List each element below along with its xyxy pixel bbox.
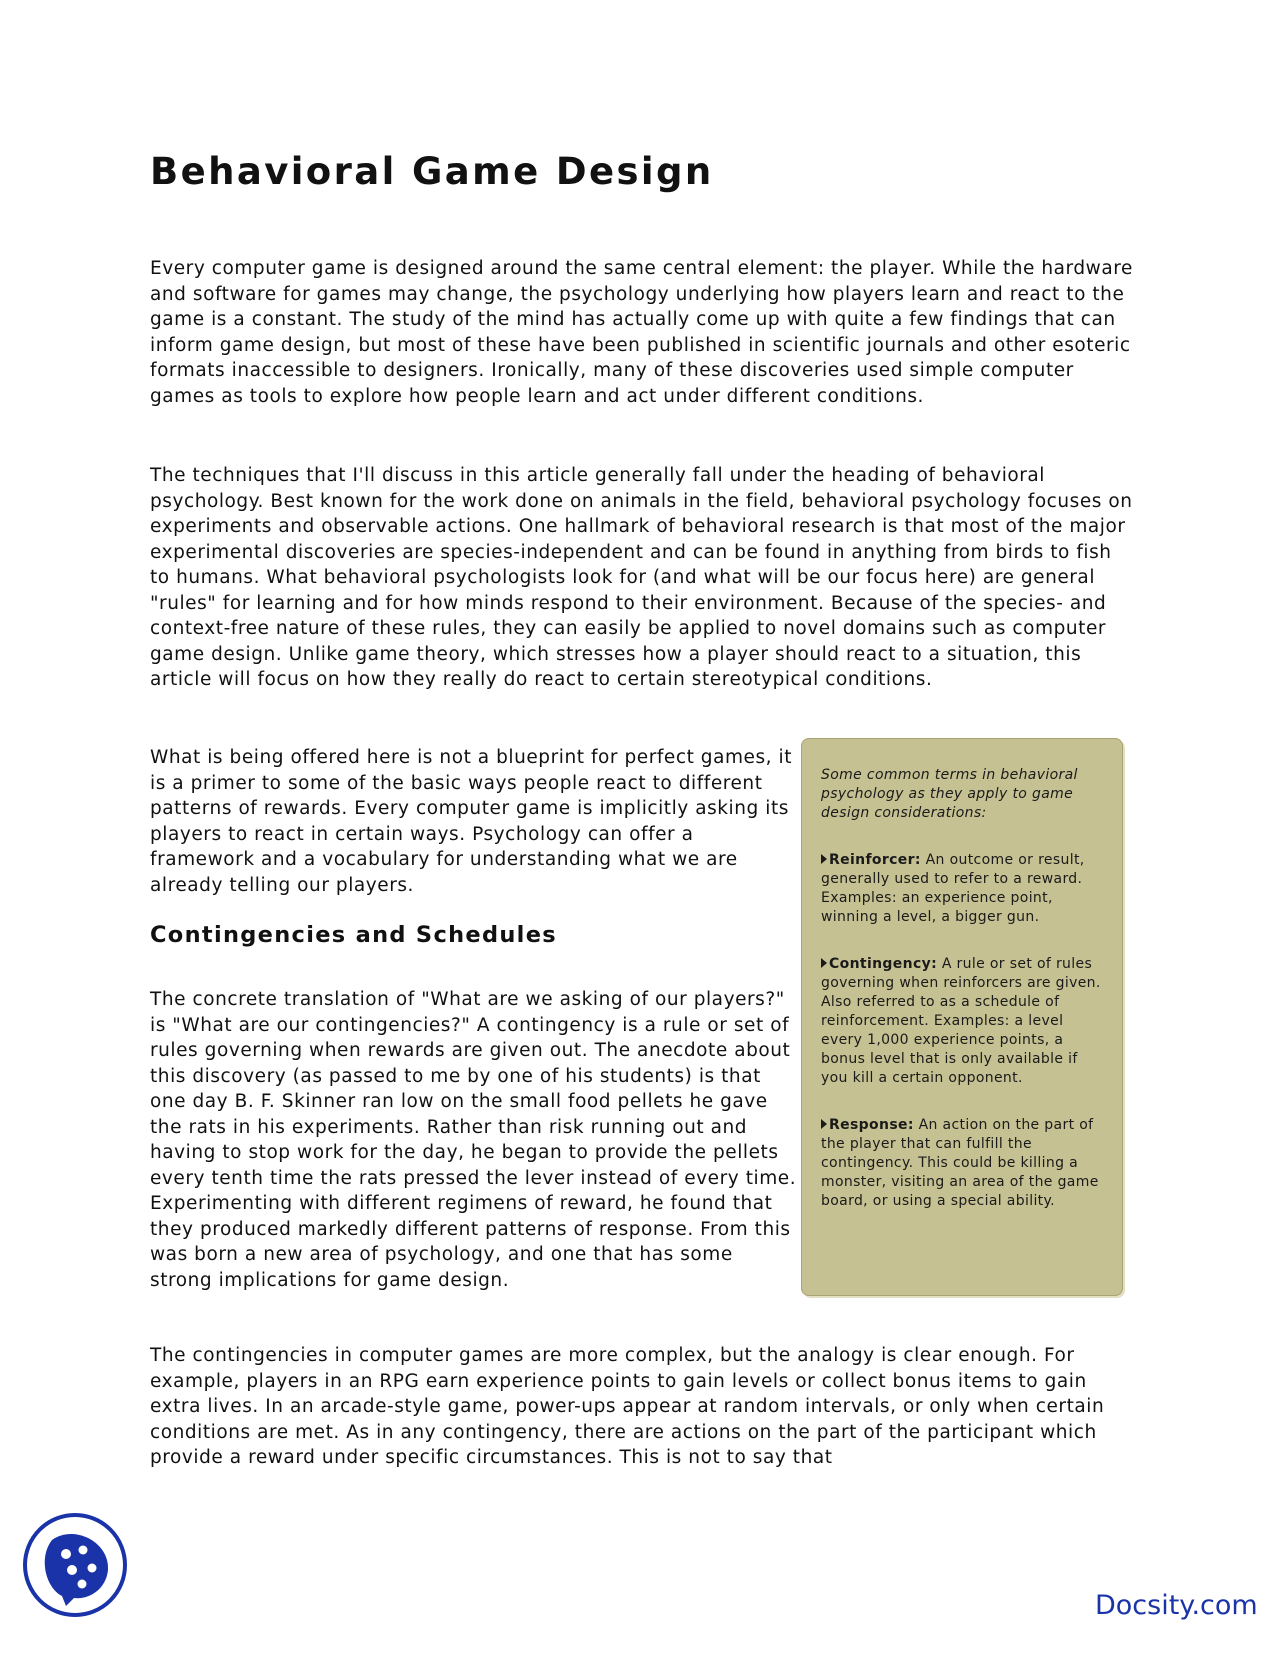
paragraph-games-contingencies: The contingencies in computer games are more complex, but the analogy is clear enough. For example, players in an RPG earn experience points to gain levels or collect bonus items to gain extra lives. In an arcade-style game, power-ups appear at random intervals, or only when certain conditions are met. As in any contingency, there are actions on the part of the participant which provide a reward under specific circumstances. This is not to say that [150, 1345, 1105, 1468]
paragraph-contingencies: The concrete translation of "What are we asking of our players?" is "What are our contingencies?" A contingency is a rule or set of rules governing when rewards are given out. The anecdote about this discovery (as passed to me by one of his students) is that one day B. F. Skinner ran low on the small food pellets he gave the rats in his experiments. Rather than risk running out and having to stop work for the day, he began to provide the pellets every tenth time the rats pressed the lever instead of every time. Experimenting with different regimens of reward, he found that they produced markedly different patterns of response. From this was born a new area of psychology, and one that has some strong implications for game design. [150, 989, 797, 1291]
bullet-arrow-icon [821, 1119, 827, 1129]
docsity-logo-icon[interactable] [22, 1512, 128, 1618]
glossary-intro: Some common terms in behavioral psychology as they apply to game design considerations: [821, 767, 1078, 821]
term-name: Reinforcer: [829, 852, 921, 868]
term-definition: A rule or set of rules governing when reinforcers are given. Also referred to as a schedule of reinforcement. Examples: a level every 1,000 experience points, a bonus level that is only available if you kill a certain opponent. [821, 956, 1101, 1086]
term-name: Contingency: [829, 956, 938, 972]
glossary-term-reinforcer [821, 851, 1103, 927]
paragraph-techniques: The techniques that I'll discuss in this article generally fall under the heading of behavioral psychology. Best known for the work done on animals in the field, behavioral psychology focuses on experiments and observable actions. One hallmark of behavioral research is that most of the major experimental discoveries are species-independent and can be found in anything from birds to fish to humans. What behavioral psychologists look for (and what will be our focus here) are general "rules" for learning and for how minds respond to their environment. Because of the species- and context-free nature of these rules, they can easily be applied to novel domains such as computer game design. Unlike game theory, which stresses how a player should react to a situation, this article will focus on how they really do react to certain stereotypical conditions. [150, 465, 1133, 690]
term-definition: An outcome or result, generally used to refer to a reward. Examples: an experience point, winning a level, a bigger gun. [821, 852, 1085, 925]
docsity-watermark[interactable]: Docsity.com [1095, 1590, 1258, 1621]
paragraph-primer: What is being offered here is not a blueprint for perfect games, it is a primer to some of the basic ways people react to different patterns of rewards. Every computer game is implicitly asking its players to react in certain ways. Psychology can offer a framework and a vocabulary for understanding what we are already telling our players. [150, 747, 793, 896]
paragraph-intro: Every computer game is designed around the same central element: the player. While the hardware and software for games may change, the psychology underlying how players learn and react to the game is a constant. The study of the mind has actually come up with quite a few findings that can inform game design, but most of these have been published in scientific journals and other esoteric formats inaccessible to designers. Ironically, many of these discoveries used simple computer games as tools to explore how people learn and act under different conditions. [150, 258, 1133, 407]
term-name: Response: [829, 1117, 914, 1133]
section-heading: Contingencies and Schedules [150, 922, 557, 948]
term-definition: An action on the part of the player that can fulfill the contingency. This could be killing a monster, visiting an area of the game board, or using a special ability. [821, 1117, 1099, 1209]
glossary-term-response [821, 1116, 1103, 1211]
bullet-arrow-icon [821, 958, 827, 968]
bullet-arrow-icon [821, 854, 827, 864]
glossary-content [821, 766, 1103, 1239]
glossary-sidebar [801, 738, 1123, 1296]
glossary-term-contingency [821, 955, 1103, 1088]
page-title: Behavioral Game Design [150, 150, 714, 193]
